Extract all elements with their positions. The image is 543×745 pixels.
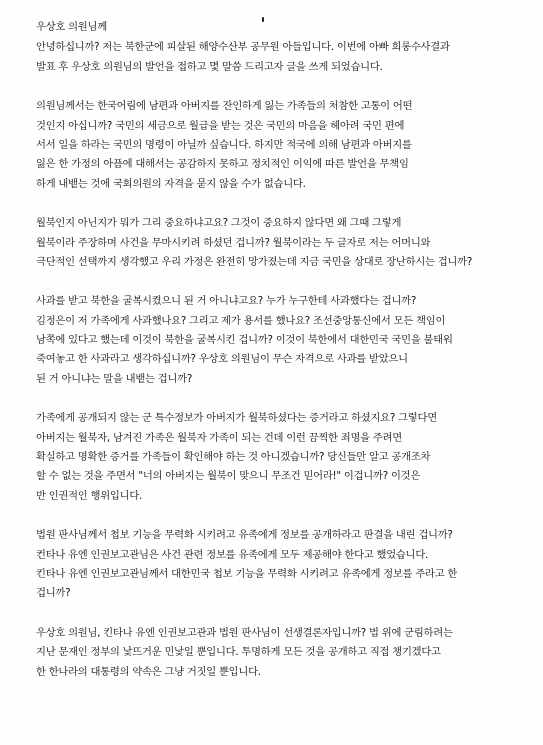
letter-line: 가족에게 공개되지 않는 군 특수정보가 아버지가 월북하셨다는 증거라고 하셨지요? 그렇다면 (36, 412, 437, 425)
paragraph-6 (36, 526, 524, 604)
letter-line: 할 수 없는 것을 주면서 "너의 아버지는 월북이 맞으니 무조건 믿어라!" 이겁니까? 이것은 (36, 470, 421, 483)
letter-line: 반 인권적인 행위입니다. (36, 489, 143, 502)
paragraph-4 (36, 292, 524, 389)
letter-line: 잃은 한 가정의 아픔에 대해서는 공감하지 못하고 정치적인 이익에 따른 발언을 무책임 (36, 158, 409, 171)
paragraph-3 (36, 214, 524, 272)
letter-line: 의원님께서는 한국어림에 남편과 아버지를 잔인하게 잃는 가족들의 처참한 고통이 어떤 (36, 100, 413, 113)
letter-line: 서서 일을 하라는 국민의 명령이 아닐까 싶습니다. 하지만 적국에 의해 남편과 아버지를 (36, 138, 412, 151)
letter-line: 극단적인 선택까지 생각했고 우리 가정은 완전히 망가졌는데 지금 국민을 상대로 장난하시는 겁니까? (36, 255, 473, 268)
handwritten-letter (36, 18, 524, 682)
letter-line: 발표 후 우상호 의원님의 발언을 접하고 몇 말씀 드리고자 글을 쓰게 되었습니다. (36, 60, 383, 73)
letter-line: 하게 내뱉는 것에 국회의원의 자격을 묻지 않을 수가 없습니다. (36, 177, 306, 190)
letter-line: 지난 문재인 정부의 낯뜨거운 민낯일 뿐입니다. 투명하게 모든 것을 공개하고 직접 챙기겠다고 (36, 646, 441, 659)
letter-line: 죽여놓고 한 사과라고 생각하십니까? 우상호 의원님이 무슨 자격으로 사과를 받았으니 (36, 353, 408, 366)
letter-line: 김정은이 저 가족에게 사과했나요? 그리고 제가 용서를 했나요? 조선중앙통신에서 모든 책임이 (36, 314, 446, 327)
letter-line: 된 거 아니냐는 말을 내뱉는 겁니까? (36, 372, 193, 385)
letter-line: 법원 판사님께서 첩보 기능을 무력화 시키려고 유족에게 정보를 공개하라고 판결을 내린 겁니까? (36, 529, 453, 542)
paragraph-1 (36, 38, 524, 77)
letter-line: 컨타나 유엔 인권보고관님은 사건 관련 정보를 유족에게 모두 제공해야 한다고 했었습니다. (36, 548, 429, 561)
paragraph-2 (36, 97, 524, 194)
letter-line: 안녕하십니까? 저는 북한군에 피살된 해양수산부 공무원 아들입니다. 이번에 아빠 희롱수사결과 (36, 41, 450, 54)
letter-line: 사과를 받고 북한을 굴복시켰으니 된 거 아니냐고요? 누가 누구한테 사과했다는 겁니까? (36, 295, 417, 308)
letter-line: 한 한나라의 대통령의 약속은 그냥 거짓일 뿐입니다. (36, 665, 261, 678)
letter-line: 남쪽에 있다고 했는데 이것이 북한을 굴복시킨 겁니까? 이것이 북한에서 대한민국 국민을 불태워 (36, 334, 453, 347)
letter-line: 월북이라 주장하며 사건을 무마시키려 하셨던 겁니까? 월북이라는 두 글자로 저는 어머니와 (36, 236, 431, 249)
letter-line: 우상호 의원님, 킨타나 유엔 인권보고관과 법원 판사님이 선생결론자입니까? 법 위에 군림하려는 (36, 626, 453, 639)
letter-line: 아버지는 월북자, 남겨진 가족은 월북자 가족이 되는 건데 이런 끔찍한 죄명을 주려면 (36, 431, 402, 444)
letter-line: 확실하고 명확한 증거를 가족들이 확인해야 하는 것 아니겠습니까? 당신들만 알고 공개조차 (36, 451, 431, 464)
letter-line: 겁니까? (36, 587, 71, 600)
paragraph-7 (36, 624, 524, 682)
letter-line: 킨타나 유엔 인권보고관님께서 대한민국 첩보 기능을 무력화 시키려고 유족에게 정보를 주라고 한 (36, 567, 458, 580)
paragraph-5 (36, 409, 524, 506)
letter-line: 월북인지 아닌지가 뭐가 그리 중요하냐고요? 그것이 중요하지 않다면 왜 그때 그렇게 (36, 217, 402, 230)
letter-line: 것인지 아십니까? 국민의 세금으로 월급을 받는 것은 국민의 마음을 헤아려 국민 편에 (36, 119, 405, 132)
letter-salutation: 우상호 의원님께 (36, 21, 107, 33)
